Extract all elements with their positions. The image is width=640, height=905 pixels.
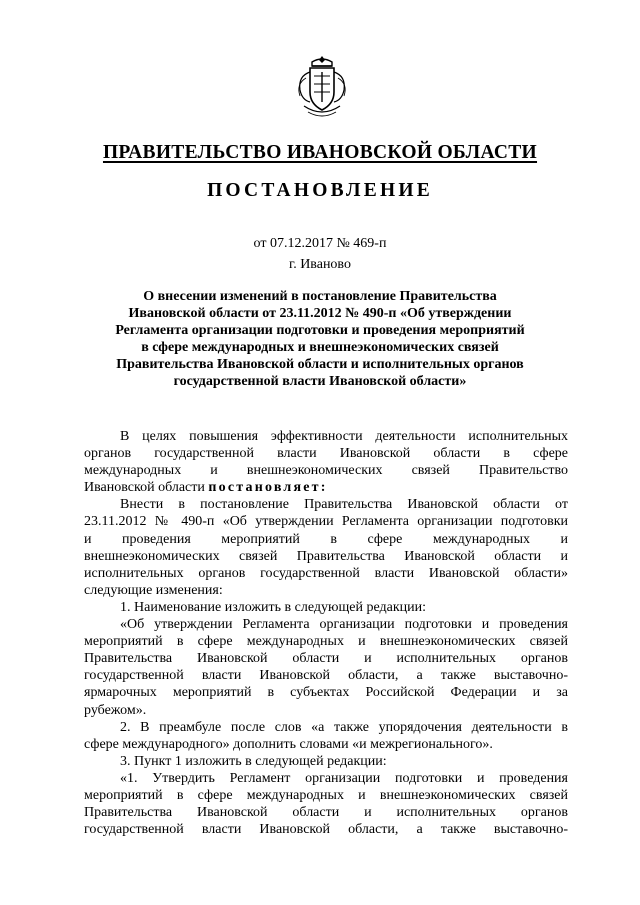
body-line: следующие изменения: [84, 582, 223, 598]
body-line: мероприятий в сфере международных и внешнеэкономических связей [84, 634, 568, 650]
body-text-fragment: Ивановской области [84, 480, 209, 496]
document-date-number: от 07.12.2017 № 469-п [253, 236, 387, 251]
body-line: «1. Утвердить Регламент организации подготовки и проведения [120, 770, 568, 786]
body-line: сфере международного» дополнить словами «и межрегионального». [84, 736, 493, 752]
heading-line: в сфере международных и внешнеэкономических связей [141, 340, 499, 355]
heading-line: государственной власти Ивановской области» [173, 374, 467, 389]
body-line [84, 479, 568, 496]
document-type: ПОСТАНОВЛЕНИЕ [207, 180, 433, 201]
body-line: и проведения мероприятий в сфере международных и [84, 531, 568, 547]
government-title: ПРАВИТЕЛЬСТВО ИВАНОВСКОЙ ОБЛАСТИ [102, 142, 538, 163]
body-line: В целях повышения эффективности деятельности исполнительных [120, 429, 568, 444]
body-line: рубежом». [84, 702, 147, 718]
heading-line: Правительства Ивановской области и исполнительных органов [116, 357, 524, 372]
heading-line: О внесении изменений в постановление Правительства [143, 289, 497, 304]
document-body [84, 428, 568, 838]
body-line: международных и внешнеэкономических связей Правительство [84, 463, 568, 479]
body-line: мероприятий в сфере международных и внешнеэкономических связей [84, 787, 568, 803]
document-heading [60, 288, 580, 390]
body-line: Внести в постановление Правительства Ивановской области от [120, 497, 568, 513]
body-line: «Об утверждении Регламента организации подготовки и проведения [120, 617, 568, 633]
body-line: внешнеэкономических связей Правительства Ивановской области и [84, 548, 568, 564]
coat-of-arms-icon [290, 54, 354, 122]
heading-line: Регламента организации подготовки и проведения мероприятий [115, 323, 525, 338]
body-line: ярмарочных мероприятий в субъектах Российской Федерации и за [84, 685, 568, 701]
body-line: 1. Наименование изложить в следующей редакции: [120, 599, 426, 615]
body-line: Правительства Ивановской области и исполнительных органов [84, 805, 568, 821]
body-line: государственной власти Ивановской области, а также выставочно- [84, 668, 568, 684]
body-line: органов государственной власти Ивановской области в сфере [84, 446, 568, 462]
body-line: 2. В преамбуле после слов «а также упорядочения деятельности в [120, 719, 568, 735]
body-line: исполнительных органов государственной власти Ивановской области» [84, 565, 568, 581]
body-line: государственной власти Ивановской области, а также выставочно- [84, 822, 568, 838]
document-city: г. Иваново [289, 257, 351, 272]
heading-line: Ивановской области от 23.11.2012 № 490-п «Об утверждении [128, 306, 512, 321]
body-line: 3. Пункт 1 изложить в следующей редакции: [120, 753, 387, 769]
resolves-word: постановляет: [208, 480, 328, 496]
body-line: Правительства Ивановской области и исполнительных органов [84, 651, 568, 667]
body-line: 23.11.2012 № 490-п «Об утверждении Регламента организации подготовки [84, 514, 568, 530]
